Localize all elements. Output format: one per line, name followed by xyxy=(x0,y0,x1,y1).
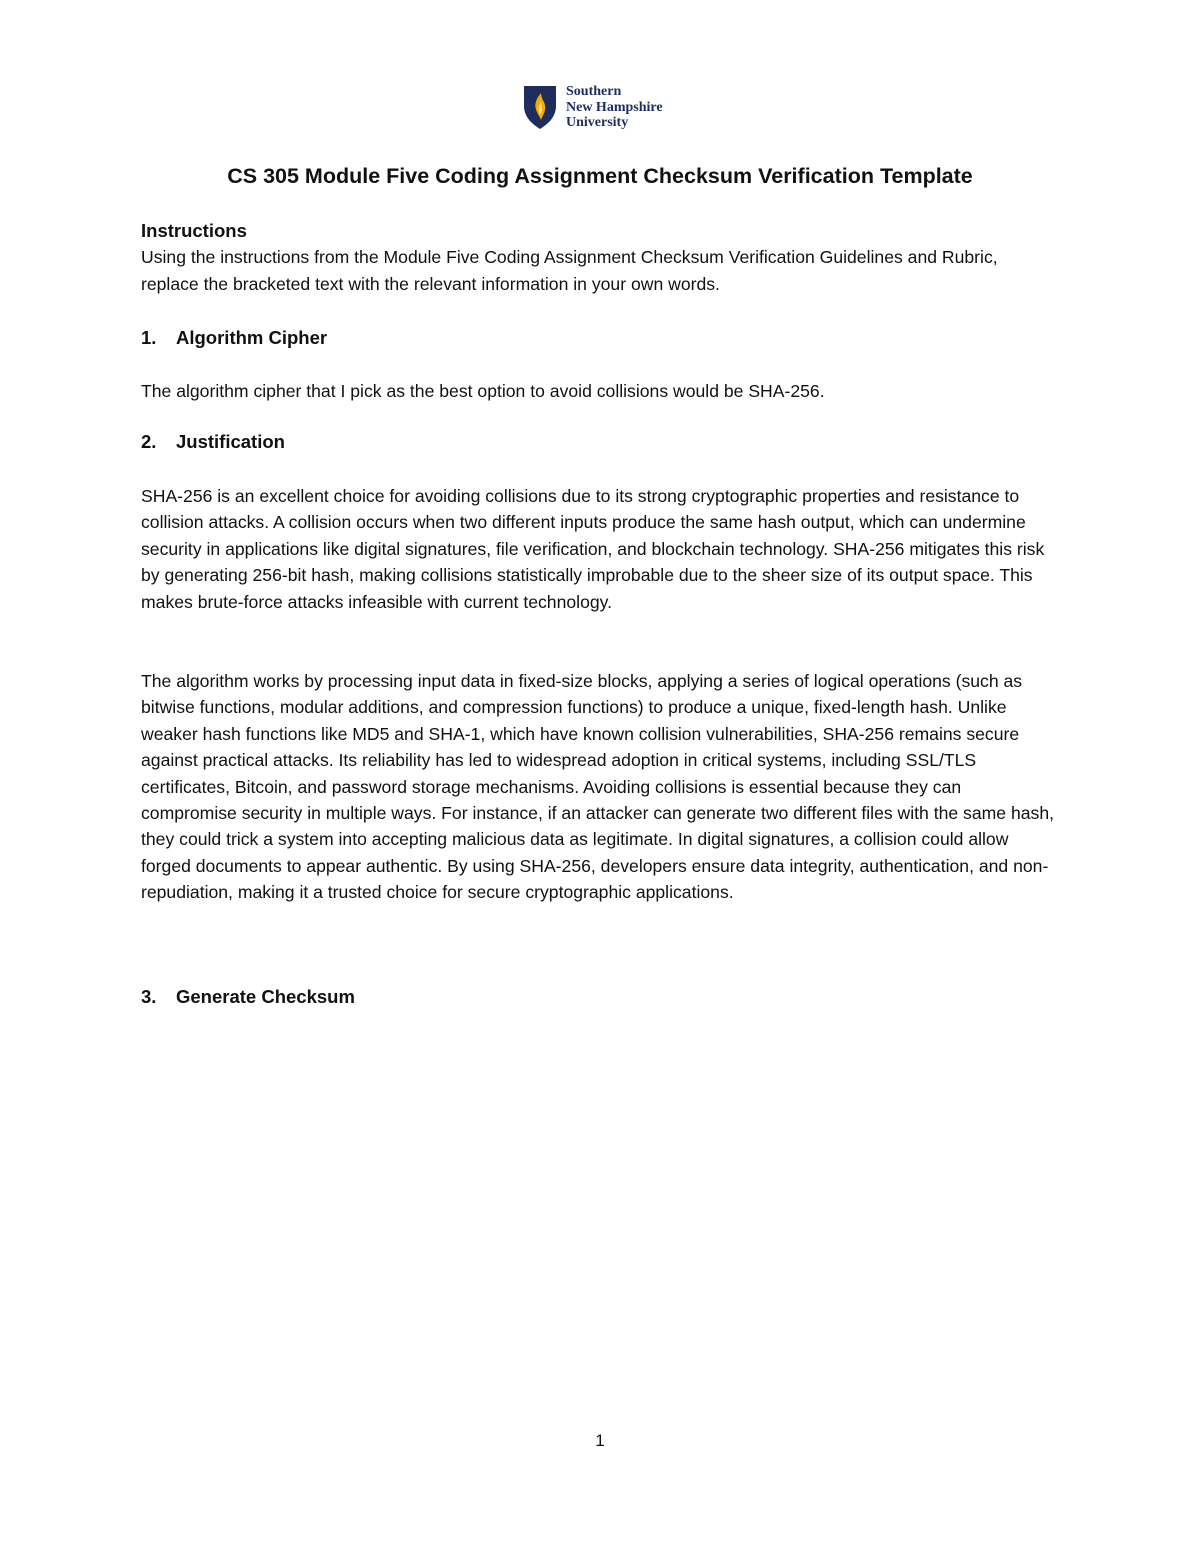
section-3-heading xyxy=(141,984,355,1010)
document-title: CS 305 Module Five Coding Assignment Checksum Verification Template xyxy=(227,164,973,188)
section-1-heading xyxy=(141,325,327,351)
section-1-paragraph-1: The algorithm cipher that I pick as the best option to avoid collisions would be SHA-256. xyxy=(141,381,825,401)
section-1-title: Algorithm Cipher xyxy=(176,327,328,348)
section-1-number: 1. xyxy=(141,327,157,348)
section-2-body-1 xyxy=(141,483,1056,615)
section-1-body xyxy=(141,378,1056,404)
section-2-body-2 xyxy=(141,668,1056,906)
university-logo xyxy=(522,84,692,132)
logo-line-3: University xyxy=(566,115,629,130)
instructions-block xyxy=(141,218,1056,297)
shield-flame-icon xyxy=(522,84,558,130)
section-2-heading xyxy=(141,429,285,455)
section-2-number: 2. xyxy=(141,431,157,452)
instructions-text: Using the instructions from the Module Five Coding Assignment Checksum Verification Guidelines and Rubric, replace the bracketed text with the relevant information in your own words. xyxy=(141,247,998,294)
section-3-title: Generate Checksum xyxy=(176,986,355,1007)
section-3-number: 3. xyxy=(141,986,157,1007)
instructions-heading: Instructions xyxy=(141,220,247,241)
section-2-paragraph-1: SHA-256 is an excellent choice for avoiding collisions due to its strong cryptographic properties and resistance to collision attacks. A collision occurs when two different inputs produce the same hash output, which can undermine security in applications like digital signatures, file verification, and blockchain technology. SHA-256 mitigates this risk by generating 256-bit hash, making collisions statistically improbable due to the sheer size of its output space. This makes brute-force attacks infeasible with current technology. xyxy=(141,486,1045,612)
section-2-title: Justification xyxy=(176,431,285,452)
section-2-paragraph-2: The algorithm works by processing input data in fixed-size blocks, applying a series of logical operations (such as bitwise functions, modular additions, and compression functions) to produce a unique, fixed-length hash. Unlike weaker hash functions like MD5 and SHA-1, which have known collision vulnerabilities, SHA-256 remains secure against practical attacks. Its reliability has led to widespread adoption in critical systems, including SSL/TLS certificates, Bitcoin, and password storage mechanisms. Avoiding collisions is essential because they can compromise security in multiple ways. For instance, if an attacker can generate two different files with the same hash, they could trick a system into accepting malicious data as legitimate. In digital signatures, a collision could allow forged documents to appear authentic. By using SHA-256, developers ensure data integrity, authentication, and non-repudiation, making it a trusted choice for secure cryptographic applications. xyxy=(141,671,1055,903)
page-number: 1 xyxy=(595,1431,605,1450)
logo-wordmark xyxy=(566,84,663,131)
logo-line-2: New Hampshire xyxy=(566,99,663,115)
logo-line-1: Southern xyxy=(566,84,622,99)
